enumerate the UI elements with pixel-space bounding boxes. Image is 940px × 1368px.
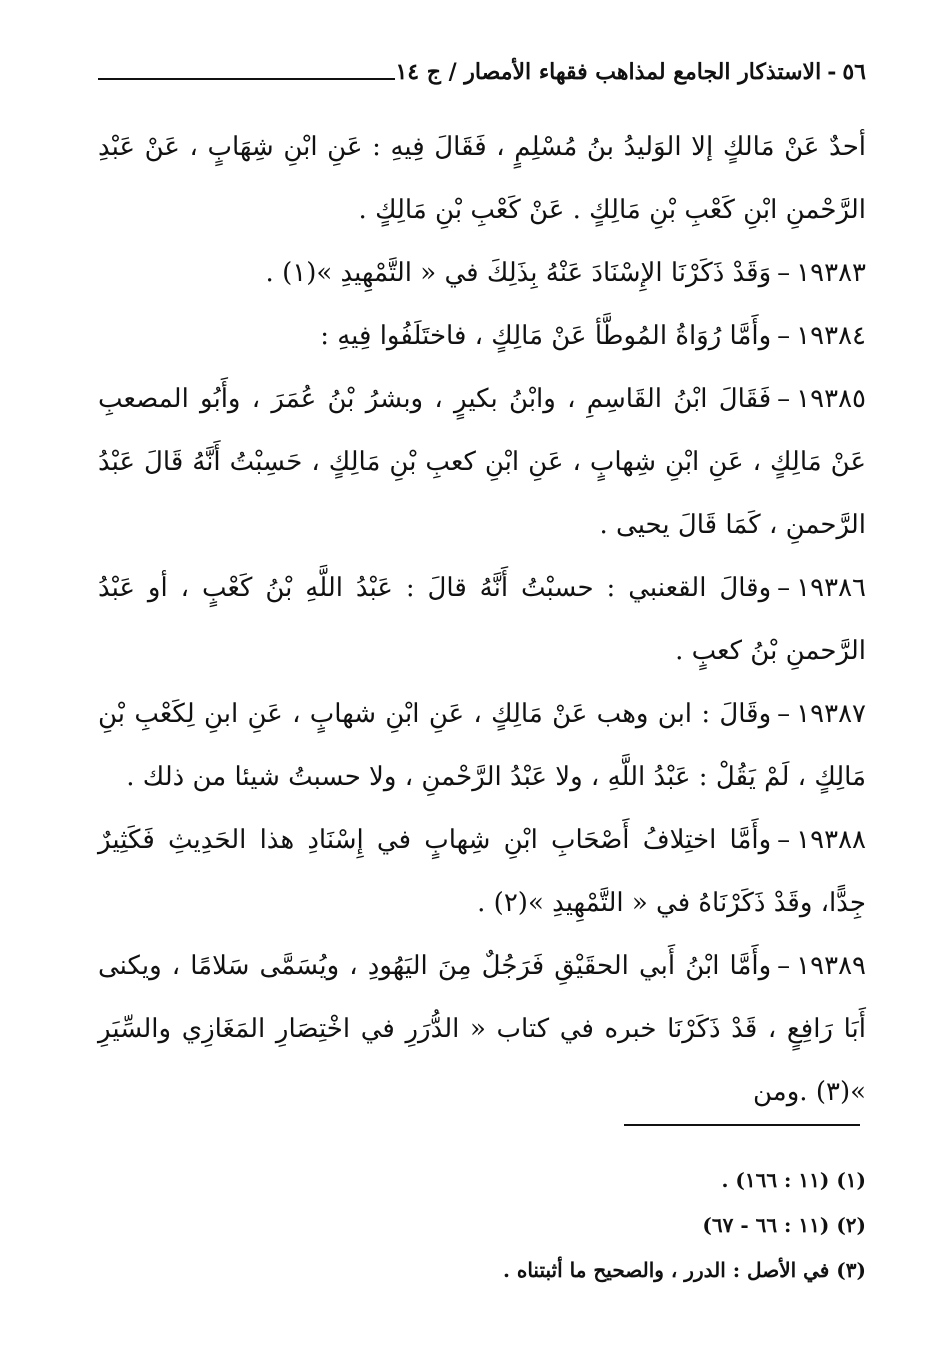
paragraph-number: ١٩٣٨٨ [796,825,866,855]
paragraph-19385: ١٩٣٨٥–فَقَالَ ابْنُ القَاسِمِ ، وابْنُ بكيرٍ ، وبشرُ بْنُ عُمَرَ ، وأَبُو المصعبِ عَنْ مَالِكٍ ، عَنِ ابْنِ شِهابٍ ، عَنِ ابْنِ كعبِ بْنِ مَالِكٍ ، حَسِبْتُ أَنَّهُ قَالَ عَبْدُ الرَّحمنِ ، كَمَا قَالَ يحيى . [98,384,866,540]
running-head: ٥٦-الاستذكار الجامع لمذاهب فقهاء الأمصار / ج ١٤ [395,59,866,85]
footnote-3: (٣) في الأصل : الدرر ، والصحيح ما أثبتناه . [502,1258,866,1282]
book-title: الاستذكار الجامع لمذاهب فقهاء الأمصار / ج ١٤ [395,59,822,85]
paragraph-number: ١٩٣٨٧ [796,699,866,729]
paragraph-text: وقالَ القعنبي : حسبْتُ أَنَّهُ قالَ : عَبْدُ اللَّهِ بْنُ كَعْبٍ ، أو عَبْدُ الرَّحمنِ بْنُ كعبٍ . [98,573,866,666]
paragraph-number: ١٩٣٨٣ [796,258,866,288]
paragraph-text: وأَمَّا رُوَاةُ المُوطَّأ عَنْ مَالِكٍ ، فاختَلَفُوا فِيهِ : [320,321,772,351]
paragraph-number: ١٩٣٨٦ [796,573,866,603]
paragraph-text: وقَالَ : ابن وهب عَنْ مَالِكٍ ، عَنِ ابْنِ شهابٍ ، عَنِ ابنِ لِكَعْبِ بْنِ مَالِكٍ ، لَمْ يَقُلْ : عَبْدُ اللَّهِ ، ولا عَبْدُ الرَّحْمنِ ، ولا حسبتُ شيئا من ذلك . [98,699,866,792]
paragraph-text: وَقَدْ ذَكَرْنَا الإِسْنَادَ عَنْهُ بِذَلِكَ في « التَّمْهِيدِ »(١) . [265,258,772,288]
page-header [98,52,866,92]
paragraph-19389: ١٩٣٨٩–وأَمَّا ابْنُ أَبي الحقَيْقِ فَرَجُلٌ مِنَ اليَهُودِ ، ويُسَمَّى سَلامًا ، ويكنى أَبَا رَافِعٍ ، قَدْ ذَكَرْنَا خبره في كتاب « الدُّرَرِ في اخْتِصَارِ المَغَازِي والسِّيَرِ »(٣) .ومن [98,951,866,1107]
paragraph-number: ١٩٣٨٥ [796,384,866,414]
paragraph-text: فَقَالَ ابْنُ القَاسِمِ ، وابْنُ بكيرٍ ، وبشرُ بْنُ عُمَرَ ، وأَبُو المصعبِ عَنْ مَالِكٍ ، عَنِ ابْنِ شِهابٍ ، عَنِ ابْنِ كعبِ بْنِ مَالِكٍ ، حَسِبْتُ أَنَّهُ قَالَ عَبْدُ الرَّحمنِ ، كَمَا قَالَ يحيى . [98,384,866,540]
paragraph-19383: ١٩٣٨٣–وَقَدْ ذَكَرْنَا الإِسْنَادَ عَنْهُ بِذَلِكَ في « التَّمْهِيدِ »(١) . [265,258,866,288]
paragraph-text: وأَمَّا ابْنُ أَبي الحقَيْقِ فَرَجُلٌ مِنَ اليَهُودِ ، ويُسَمَّى سَلامًا ، ويكنى أَبَا رَافِعٍ ، قَدْ ذَكَرْنَا خبره في كتاب « الدُّرَرِ في اخْتِصَارِ المَغَازِي والسِّيَرِ »(٣) .ومن [98,951,866,1107]
paragraph-number: ١٩٣٨٩ [796,951,866,981]
intro-paragraph: أحدٌ عَنْ مَالكٍ إلا الوَليدُ بنُ مُسْلِمٍ ، فَقَالَ فِيهِ : عَنِ ابْنِ شِهَابٍ ، عَنْ عَبْدِ الرَّحْمنِ ابْنِ كَعْبِ بْنِ مَالِكٍ . عَنْ كَعْبِ بْنِ مَالِكٍ . [98,132,866,225]
main-text [98,116,866,1124]
footnote-separator [624,1124,860,1126]
footnotes [98,1158,866,1293]
paragraph-number: ١٩٣٨٤ [796,321,866,351]
paragraph-19387: ١٩٣٨٧–وقَالَ : ابن وهب عَنْ مَالِكٍ ، عَنِ ابْنِ شهابٍ ، عَنِ ابنِ لِكَعْبِ بْنِ مَالِكٍ ، لَمْ يَقُلْ : عَبْدُ اللَّهِ ، ولا عَبْدُ الرَّحْمنِ ، ولا حسبتُ شيئا من ذلك . [98,699,866,792]
paragraph-19386: ١٩٣٨٦–وقالَ القعنبي : حسبْتُ أَنَّهُ قالَ : عَبْدُ اللَّهِ بْنُ كَعْبٍ ، أو عَبْدُ الرَّحمنِ بْنُ كعبٍ . [98,573,866,666]
footnote-2: (٢) (١١ : ٦٦ - ٦٧) [702,1213,866,1237]
header-rule [98,78,395,80]
paragraph-19384: ١٩٣٨٤–وأَمَّا رُوَاةُ المُوطَّأ عَنْ مَالِكٍ ، فاختَلَفُوا فِيهِ : [320,321,866,351]
footnote-1: (١) (١١ : ١٦٦) . [721,1168,866,1192]
page-number: ٥٦ [842,59,866,85]
paragraph-text: وأَمَّا اختِلافُ أَصْحَابِ ابْنِ شِهابٍ في إِسْنَادِ هذا الحَدِيثِ فَكَثِيرٌ جِدًّا، وقَدْ ذَكَرْنَاهُ في « التَّمْهِيدِ »(٢) . [98,825,866,918]
paragraph-19388: ١٩٣٨٨–وأَمَّا اختِلافُ أَصْحَابِ ابْنِ شِهابٍ في إِسْنَادِ هذا الحَدِيثِ فَكَثِيرٌ جِدًّا، وقَدْ ذَكَرْنَاهُ في « التَّمْهِيدِ »(٢) . [98,825,866,918]
